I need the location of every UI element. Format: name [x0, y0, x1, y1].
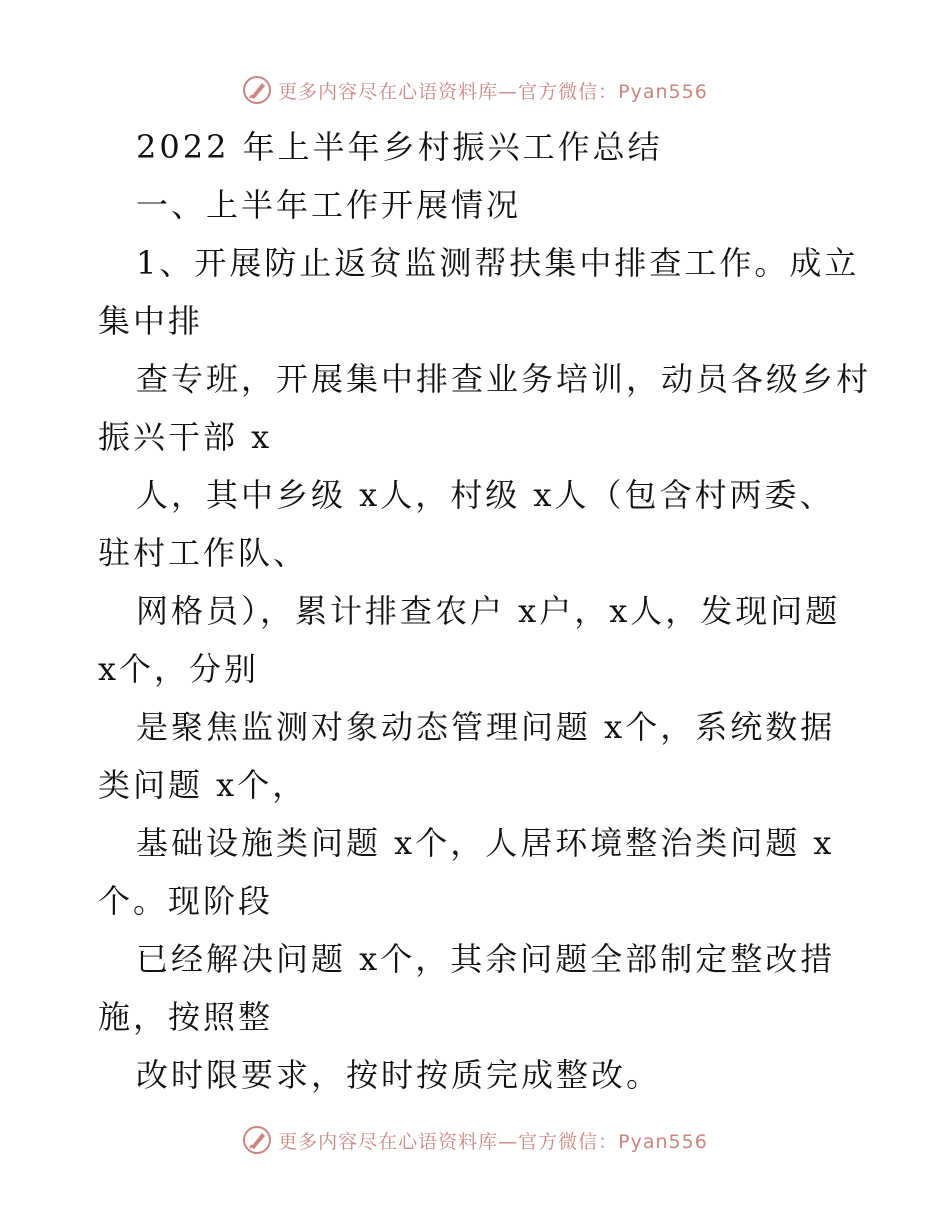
header-watermark: [0, 70, 950, 110]
feather-pen-icon: [242, 1125, 272, 1155]
paragraph-line: 是聚焦监测对象动态管理问题 x个，系统数据: [136, 708, 836, 746]
watermark-text: 更多内容尽在心语资料库—官方微信：Pyan556: [278, 80, 708, 103]
paragraph-line: 已经解决问题 x个，其余问题全部制定整改措: [136, 940, 836, 978]
footer-watermark: [0, 1120, 950, 1160]
document-title: 2022 年上半年乡村振兴工作总结: [136, 128, 663, 166]
paragraph-line: 改时限要求，按时按质完成整改。: [136, 1056, 662, 1094]
paragraph-line: 基础设施类问题 x个，人居环境整治类问题 x: [136, 824, 835, 862]
paragraph-line: 驻村工作队、: [98, 534, 309, 572]
paragraph-line: 人，其中乡级 x人，村级 x人（包含村两委、: [136, 476, 835, 514]
document-body: [98, 118, 872, 1104]
paragraph-line: 施，按照整: [98, 998, 274, 1036]
paragraph-line: 振兴干部 x: [98, 418, 273, 456]
paragraph-line: 网格员），累计排查农户 x户，x人，发现问题: [136, 592, 841, 630]
section-heading: 一、上半年工作开展情况: [136, 186, 522, 224]
paragraph-line: 集中排: [98, 302, 204, 340]
watermark-text: 更多内容尽在心语资料库—官方微信：Pyan556: [278, 1130, 708, 1153]
paragraph-line: 类问题 x个，: [98, 766, 308, 804]
paragraph-line: x个，分别: [98, 650, 260, 688]
paragraph-line: 1、开展防止返贫监测帮扶集中排查工作。成立: [136, 244, 860, 282]
feather-pen-icon: [242, 75, 272, 105]
paragraph-line: 查专班，开展集中排查业务培训，动员各级乡村: [136, 360, 872, 398]
paragraph-line: 个。现阶段: [98, 882, 274, 920]
